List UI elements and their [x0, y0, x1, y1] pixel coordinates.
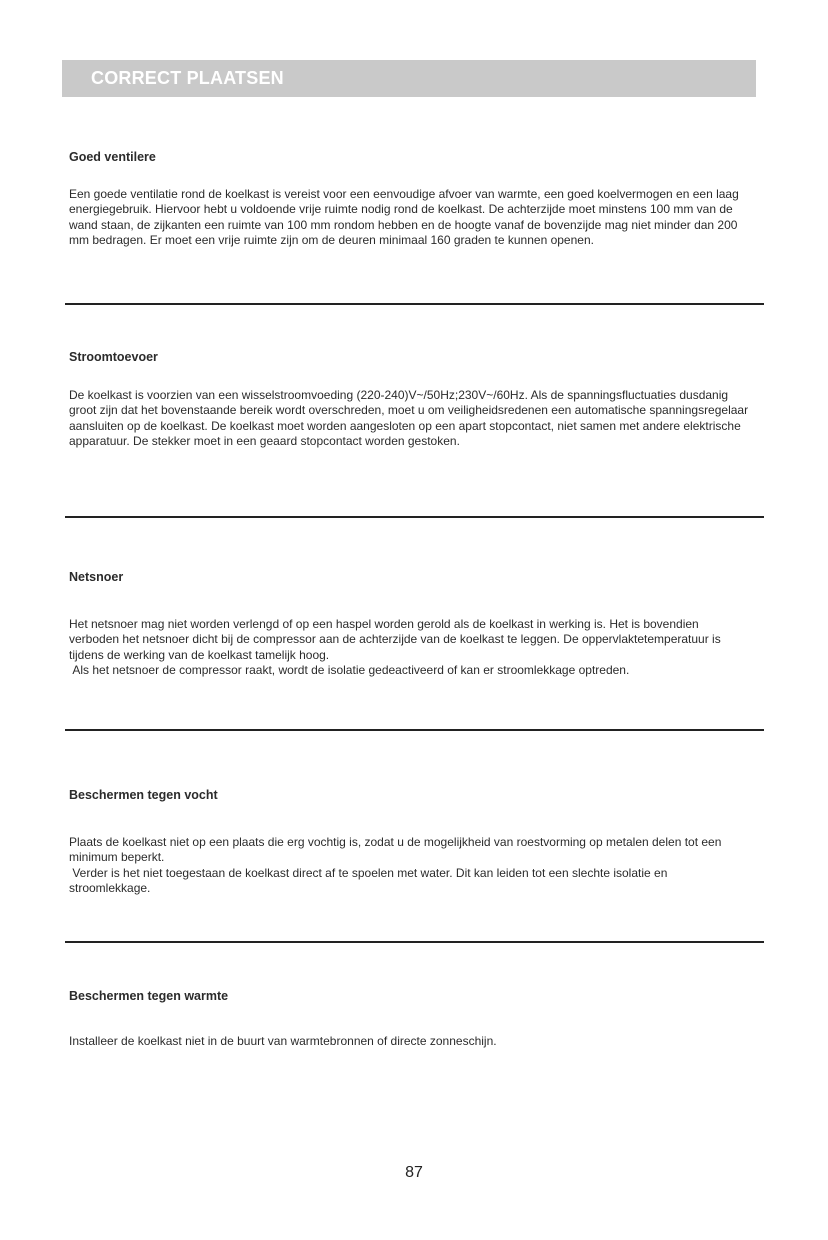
section-heading-moisture-protection: Beschermen tegen vocht — [69, 788, 218, 802]
section-body-ventilation — [69, 187, 749, 248]
section-divider — [65, 729, 764, 731]
paragraph: Een goede ventilatie rond de koelkast is vereist voor een eenvoudige afvoer van warmte, een goed koelvermogen en een laag energiegebruik. Hiervoor hebt u voldoende vrije ruimte nodig rond de koelkast. De achterzijde moet minstens 100 mm van de wand staan, de zijkanten een ruimte van 100 mm rondom hebben en de hoogte vanaf de bovenzijde mag niet minder dan 200 mm bedragen. Er moet een vrije ruimte zijn om de deuren minimaal 160 graden te kunnen openen. — [69, 187, 743, 247]
section-heading-power-supply: Stroomtoevoer — [69, 350, 158, 364]
section-heading-heat-protection: Beschermen tegen warmte — [69, 989, 229, 1003]
paragraph: Installeer de koelkast niet in de buurt van warmtebronnen of directe zonneschijn. — [69, 1034, 497, 1048]
section-header-bar — [62, 60, 756, 97]
section-body-power-supply — [69, 388, 752, 449]
page-title: CORRECT PLAATSEN — [91, 68, 284, 88]
section-body-power-cord — [69, 617, 749, 678]
paragraph: De koelkast is voorzien van een wisselstroomvoeding (220-240)V~/50Hz;230V~/60Hz. Als de spanningsfluctuaties dusdanig groot zijn dat het bovenstaande bereik wordt overschreden, moet u om veiligheidsredenen een automatische spanningsregelaar aansluiten op de koelkast. De koelkast moet worden aangesloten op een apart stopcontact, niet samen met andere elektrische apparatuur. De stekker moet in een geaard stopcontact worden gestoken. — [69, 388, 752, 448]
section-divider — [65, 516, 764, 518]
paragraph: Verder is het niet toegestaan de koelkast direct af te spoelen met water. Dit kan leiden tot een slechte isolatie en stroomlekkage. — [69, 865, 671, 895]
paragraph: Het netsnoer mag niet worden verlengd of op een haspel worden gerold als de koelkast in werking is. Het is bovendien verboden het netsnoer dicht bij de compressor aan de achterzijde van de koelkast te leggen. De oppervlaktetemperatuur is tijdens de werking van de koelkast tamelijk hoog. — [69, 617, 725, 662]
paragraph: Plaats de koelkast niet op een plaats die erg vochtig is, zodat u de mogelijkheid van roestvorming op metalen delen tot een minimum beperkt. — [69, 835, 725, 865]
section-body-heat-protection — [69, 1034, 749, 1049]
section-heading-power-cord: Netsnoer — [69, 570, 124, 584]
section-divider — [65, 941, 764, 943]
section-heading-ventilation: Goed ventilere — [69, 150, 156, 164]
section-body-moisture-protection — [69, 835, 749, 896]
section-divider — [65, 303, 764, 305]
page-number: 87 — [405, 1164, 423, 1181]
paragraph: Als het netsnoer de compressor raakt, wordt de isolatie gedeactiveerd of kan er stroomlekkage optreden. — [69, 662, 630, 677]
